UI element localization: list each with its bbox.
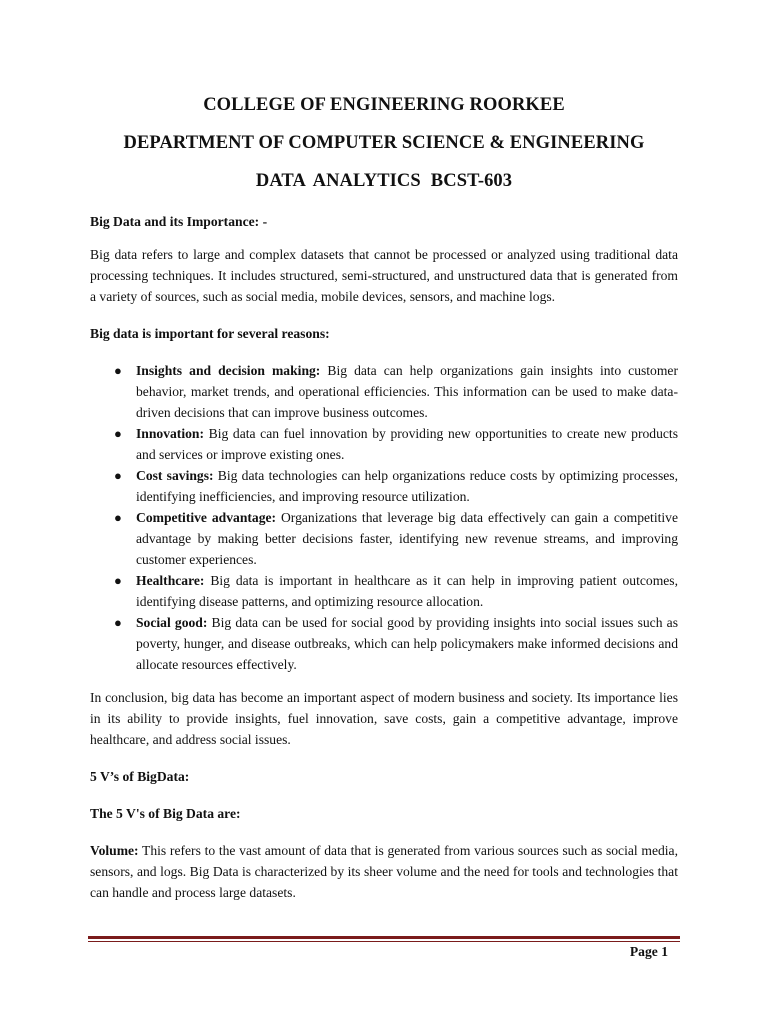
bullet-icon: ● (114, 573, 122, 588)
footer-rule-thin (88, 941, 680, 942)
reason-text: Organizations that leverage big data effectively can gain a competitive advantage by making better decisions faster, identifying new revenue streams, and improving customer experiences. (136, 510, 678, 567)
section-heading-importance: Big Data and its Importance: - (90, 214, 268, 229)
footer-rule-thick (88, 936, 680, 939)
reason-text: Big data can fuel innovation by providing new opportunities to create new products and services or improve existing ones. (136, 426, 678, 462)
bullet-icon: ● (114, 468, 122, 483)
list-item (90, 423, 678, 465)
reasons-list (90, 360, 678, 675)
course-code: BCST-603 (430, 171, 513, 191)
college-title: COLLEGE OF ENGINEERING ROORKEE (203, 95, 565, 115)
section-subheading-5vs: The 5 V's of Big Data are: (90, 806, 241, 821)
bullet-icon: ● (114, 426, 122, 441)
list-item (90, 360, 678, 423)
reason-text: Big data is important in healthcare as it can help in improving patient outcomes, identifying disease patterns, and optimizing resource allocation. (136, 573, 678, 609)
reason-term: Competitive advantage: (136, 510, 277, 525)
document-header (0, 94, 768, 192)
reason-term: Insights and decision making: (136, 363, 321, 378)
volume-paragraph (90, 840, 678, 903)
reason-term: Cost savings: (136, 468, 214, 483)
page-number: Page 1 (629, 944, 668, 959)
bullet-icon: ● (114, 615, 122, 630)
reason-text: Big data technologies can help organizations reduce costs by optimizing processes, identifying inefficiencies, and improving resource utilization. (136, 468, 678, 504)
volume-text: This refers to the vast amount of data that is generated from various sources such as social media, sensors, and logs. Big Data is characterized by its sheer volume and the need for tools and technologies that can handle and process large datasets. (90, 843, 678, 900)
reason-text: Big data can be used for social good by providing insights into social issues such as poverty, hunger, and disease outbreaks, which can help policymakers make informed decisions and allocate resources effectively. (136, 615, 678, 672)
reason-term: Innovation: (136, 426, 204, 441)
document-body (90, 211, 678, 903)
reason-term: Social good: (136, 615, 208, 630)
list-item (90, 507, 678, 570)
reason-text: Big data can help organizations gain insights into customer behavior, market trends, and operational efficiencies. This information can be used to make data-driven decisions that can improve business outcomes. (136, 363, 678, 420)
section-heading-5vs: 5 V’s of BigData: (90, 769, 190, 784)
list-item (90, 465, 678, 507)
volume-term: Volume: (90, 843, 139, 858)
conclusion-paragraph: In conclusion, big data has become an important aspect of modern business and society. Its importance lies in its ability to provide insights, fuel innovation, save costs, gain a competitive advantage, improve healthcare, and address social issues. (90, 690, 678, 747)
course-title (0, 170, 768, 192)
reasons-heading: Big data is important for several reasons: (90, 326, 330, 341)
bullet-icon: ● (114, 363, 122, 378)
list-item (90, 612, 678, 675)
list-item (90, 570, 678, 612)
intro-paragraph: Big data refers to large and complex datasets that cannot be processed or analyzed using traditional data processing techniques. It includes structured, semi-structured, and unstructured data that is generated from a variety of sources, such as social media, mobile devices, sensors, and machine logs. (90, 247, 678, 304)
bullet-icon: ● (114, 510, 122, 525)
department-title: DEPARTMENT OF COMPUTER SCIENCE & ENGINEERING (123, 133, 645, 153)
reason-term: Healthcare: (136, 573, 205, 588)
course-name: DATA ANALYTICS (255, 171, 421, 191)
